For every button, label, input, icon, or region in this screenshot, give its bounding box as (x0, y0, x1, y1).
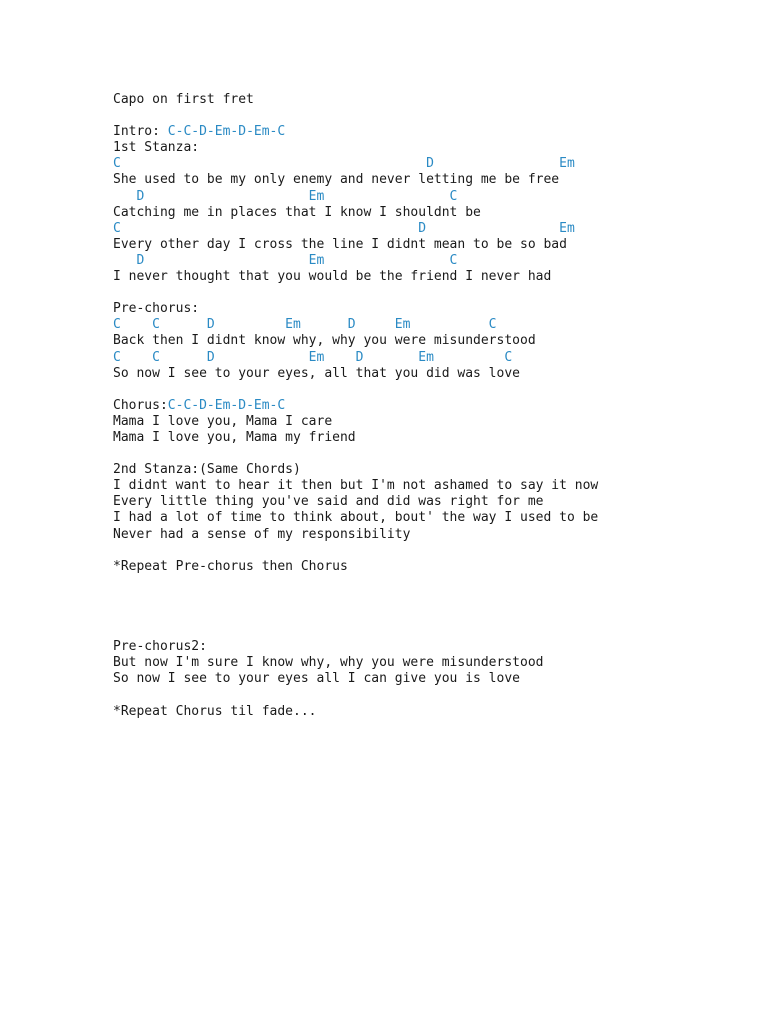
section-chord-line (113, 398, 753, 414)
lyric-line: I didnt want to hear it then but I'm not ashamed to say it now (113, 478, 599, 494)
lyric-line: So now I see to your eyes, all that you did was love (113, 365, 520, 381)
blank-line (113, 108, 753, 124)
lyric-line: Mama I love you, Mama I care (113, 413, 333, 429)
chord-line: C D Em (113, 156, 575, 172)
chord-line: C D Em (113, 220, 575, 236)
chord-line: D Em C (113, 188, 458, 204)
chord-sequence: C-C-D-Em-D-Em-C (167, 397, 286, 413)
chord-line: C C D Em D Em C (113, 349, 513, 365)
blank-line (113, 575, 753, 591)
blank-line (113, 382, 753, 398)
lyric-line: So now I see to your eyes all I can give you is love (113, 671, 520, 687)
blank-line (113, 591, 753, 607)
blank-line (113, 687, 753, 703)
chord-sequence: C-C-D-Em-D-Em-C (167, 124, 286, 140)
lyric-line: Never had a sense of my responsibility (113, 526, 411, 542)
lyric-line: Catching me in places that I know I shouldnt be (113, 204, 481, 220)
blank-line (113, 623, 753, 639)
chord-line: C C D Em D Em C (113, 317, 497, 333)
blank-line (113, 446, 753, 462)
lyric-line: Mama I love you, Mama my friend (113, 429, 356, 445)
lyric-line: Every little thing you've said and did was right for me (113, 494, 544, 510)
section-chord-line (113, 124, 753, 140)
blank-line (113, 607, 753, 623)
section-label: Chorus: (113, 397, 168, 413)
blank-line (113, 285, 753, 301)
lyric-line: Pre-chorus: (113, 301, 200, 317)
lyric-line: Back then I didnt know why, why you were misunderstood (113, 333, 536, 349)
lyric-line: Pre-chorus2: (113, 639, 207, 655)
lyric-line: *Repeat Pre-chorus then Chorus (113, 558, 348, 574)
lyric-line: Every other day I cross the line I didnt mean to be so bad (113, 236, 567, 252)
chord-sheet (113, 92, 753, 720)
blank-line (113, 543, 753, 559)
lyric-line: I had a lot of time to think about, bout' the way I used to be (113, 510, 599, 526)
lyric-line: 2nd Stanza:(Same Chords) (113, 462, 301, 478)
lyric-line: 1st Stanza: (113, 140, 200, 156)
lyric-line: *Repeat Chorus til fade... (113, 703, 317, 719)
lyric-line: She used to be my only enemy and never letting me be free (113, 172, 560, 188)
section-label: Intro: (113, 124, 168, 140)
lyric-line: Capo on first fret (113, 92, 254, 107)
chord-line: D Em C (113, 252, 458, 268)
lyric-line: But now I'm sure I know why, why you were misunderstood (113, 655, 544, 671)
lyric-line: I never thought that you would be the friend I never had (113, 269, 552, 285)
